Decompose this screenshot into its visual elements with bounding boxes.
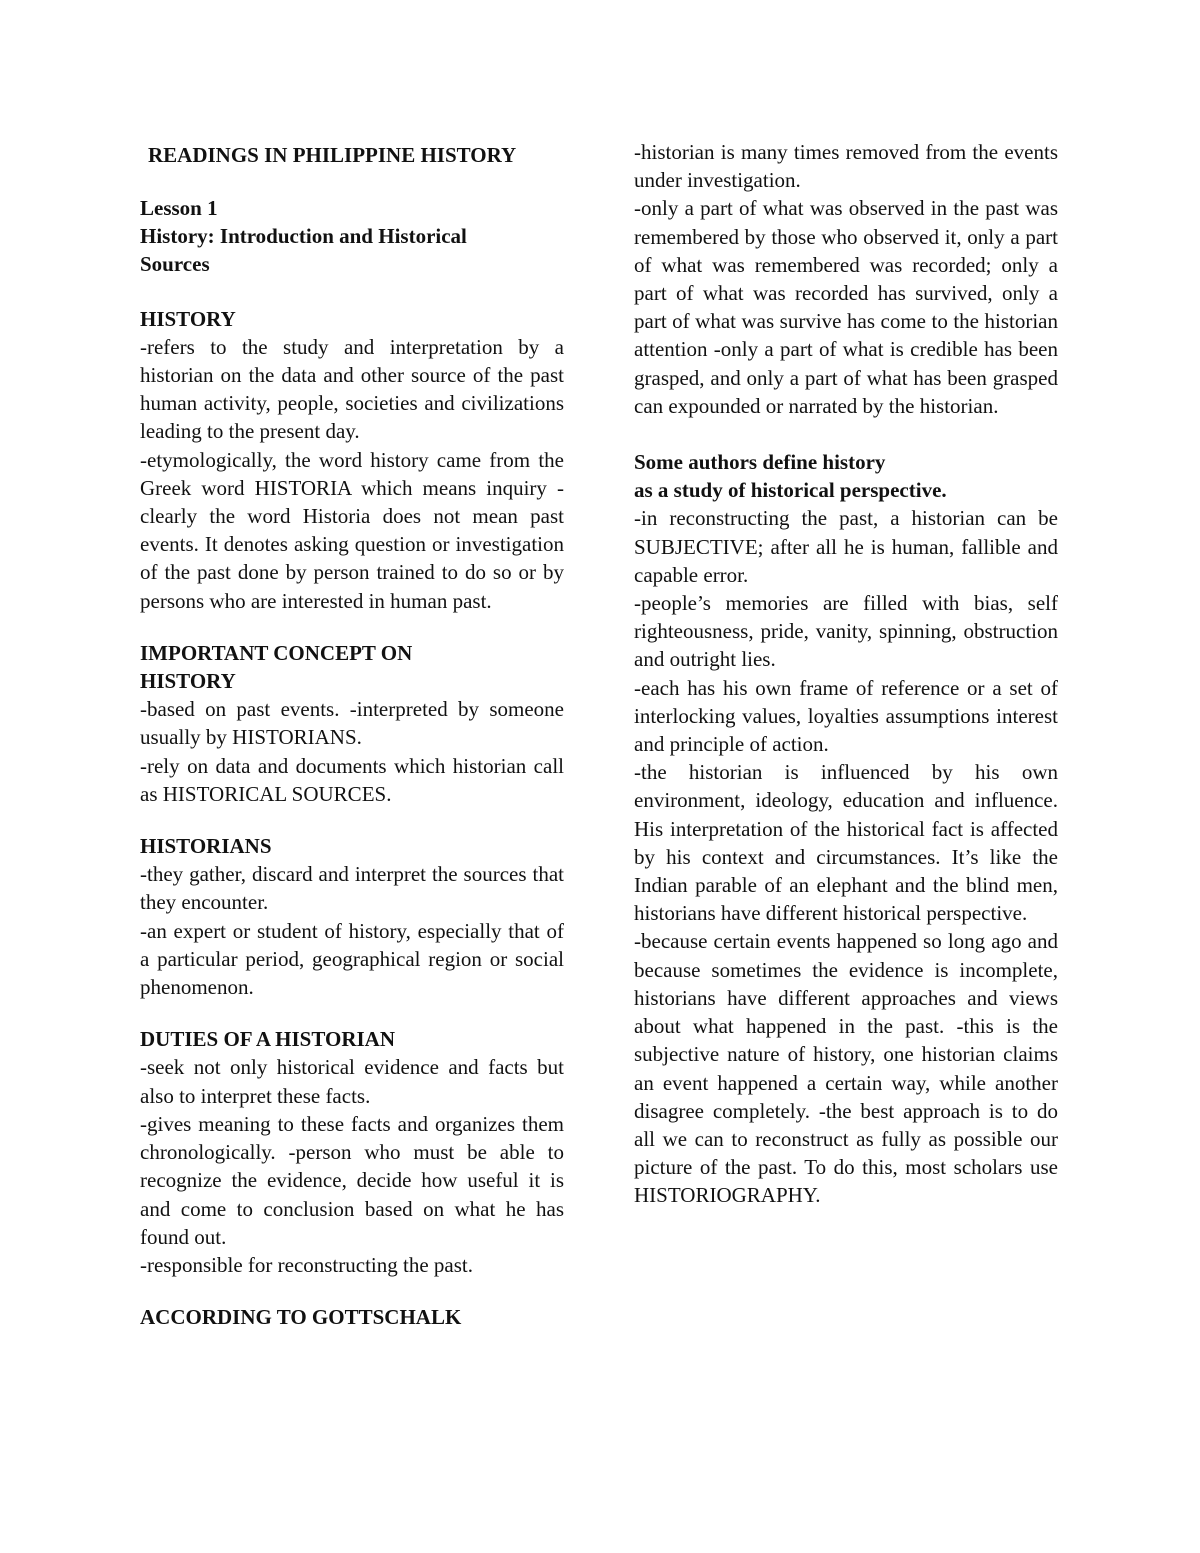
section-heading-continued: as a study of historical perspective. <box>634 478 947 503</box>
paragraph: -only a part of what was observed in the past was remembered by those who observed it, only a part of what was remembered was recorded; only a part of what was recorded has survived, only a part of what was survive has come to the historian attention -only a part of what is credible has been grasped, and only a part of what has been grasped can expounded or narrated by the historian. <box>634 196 1058 418</box>
document-title: READINGS IN PHILIPPINE HISTORY <box>148 143 517 167</box>
section-historical-perspective <box>634 448 1058 1209</box>
paragraph: -the historian is influenced by his own environment, ideology, education and influence. His interpretation of the historical fact is affected by his context and circumstances. It’s like the Indian parable of an elephant and the blind men, historians have different historical perspective. <box>634 760 1058 926</box>
paragraph: -responsible for reconstructing the past. <box>140 1252 473 1277</box>
paragraph: -historian is many times removed from the events under investigation. <box>634 140 1058 193</box>
section-historians <box>140 832 564 1001</box>
section-heading: IMPORTANT CONCEPT ON <box>140 640 413 665</box>
section-heading: HISTORY <box>140 306 236 331</box>
paragraph: -rely on data and documents which historian call as HISTORICAL SOURCES. <box>140 753 564 806</box>
paragraph: -etymologically, the word history came from the Greek word HISTORIA which means inquiry -clearly the word Historia does not mean past events. It denotes asking question or investigation of the past done by person trained to do so or by persons who are interested in human past. <box>140 447 564 613</box>
paragraph: -based on past events. -interpreted by someone usually by HISTORIANS. <box>140 697 564 750</box>
lesson-title-line2: Sources <box>140 252 210 277</box>
section-history <box>140 305 564 615</box>
paragraph: -each has his own frame of reference or a set of interlocking values, loyalties assumptions interest and principle of action. <box>634 675 1058 757</box>
paragraph: -in reconstructing the past, a historian can be SUBJECTIVE; after all he is human, fallible and capable error. <box>634 506 1058 587</box>
lesson-header <box>140 194 564 279</box>
section-gottschalk-content <box>634 138 1058 420</box>
paragraph: -gives meaning to these facts and organizes them chronologically. -person who must be able to recognize the evidence, decide how useful it is and come to conclusion based on what he has found out. <box>140 1111 564 1249</box>
lesson-number: Lesson 1 <box>140 196 218 220</box>
section-heading-continued: HISTORY <box>140 669 236 694</box>
paragraph: -people’s memories are filled with bias, self righteousness, pride, vanity, spinning, obstruction and outright lies. <box>634 591 1058 672</box>
section-heading: DUTIES OF A HISTORIAN <box>140 1027 395 1052</box>
paragraph: -seek not only historical evidence and facts but also to interpret these facts. <box>140 1055 564 1108</box>
paragraph: -because certain events happened so long ago and because sometimes the evidence is incomplete, historians have different approaches and views about what happened in the past. -this is the subjective nature of history, one historian claims an event happened a certain way, while another disagree completely. -the best approach is to do all we can to reconstruct as fully as possible our picture of the past. To do this, most scholars use HISTORIOGRAPHY. <box>634 929 1058 1208</box>
paragraph: -an expert or student of history, especially that of a particular period, geographical region or social phenomenon. <box>140 918 564 1000</box>
paragraph: -they gather, discard and interpret the sources that they encounter. <box>140 862 564 915</box>
right-column <box>634 138 1058 1234</box>
left-column <box>140 138 564 1355</box>
section-heading: ACCORDING TO GOTTSCHALK <box>140 1305 462 1330</box>
paragraph: -refers to the study and interpretation by a historian on the data and other source of the past human activity, people, societies and civilizations leading to the present day. <box>140 334 564 444</box>
section-heading: HISTORIANS <box>140 834 272 859</box>
section-important-concept <box>140 639 564 808</box>
section-duties <box>140 1025 564 1279</box>
section-gottschalk <box>140 1303 564 1331</box>
section-heading: Some authors define history <box>634 450 886 475</box>
lesson-title-line1: History: Introduction and Historical <box>140 224 467 249</box>
